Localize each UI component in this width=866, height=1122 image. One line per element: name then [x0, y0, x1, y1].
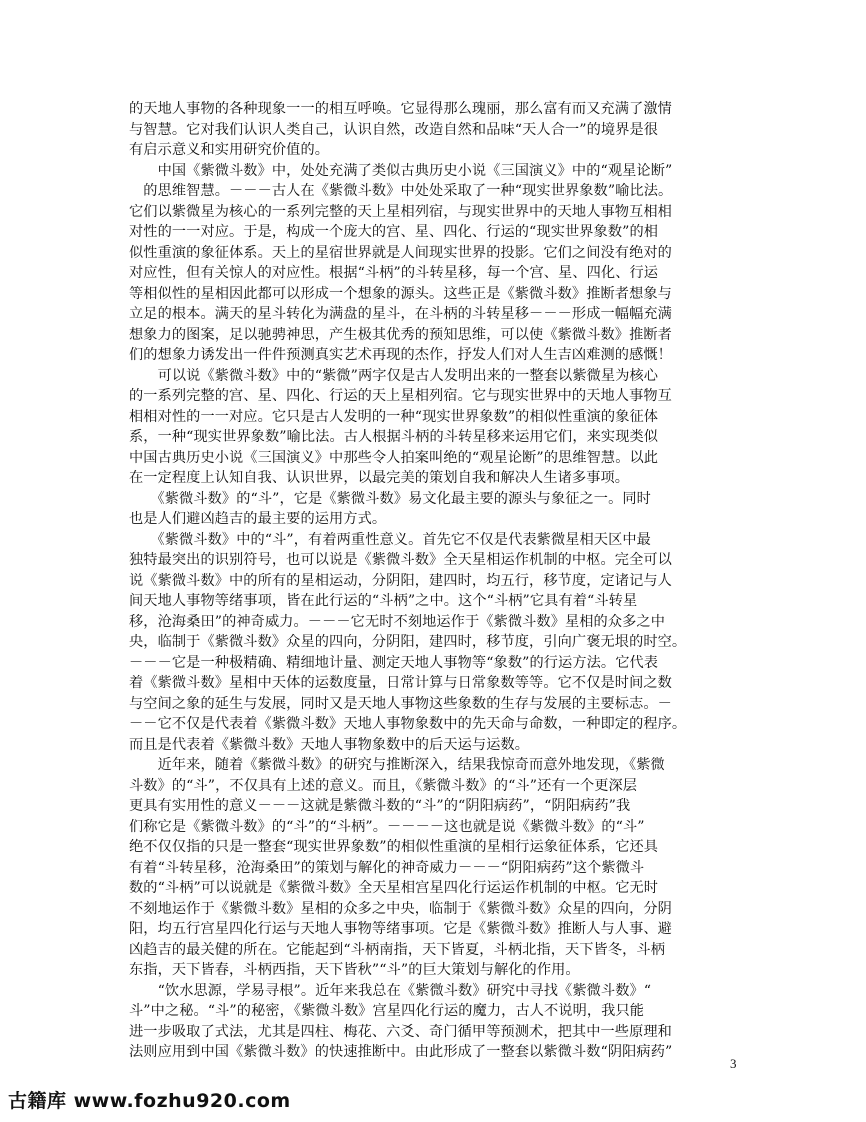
- text-line: 绝不仅仅指的只是一整套“现实世界象数”的相似性重演的星相行运象征体系，它还具: [129, 839, 659, 855]
- text-line: 想象力的图案，足以驰骋神思，产生极其优秀的预知思维，可以使《紫微斗数》推断者: [129, 326, 672, 343]
- text-line: 们称它是《紫微斗数》的“斗”的“斗柄”。－－－－这也就是说《紫微斗数》的“斗”: [129, 818, 645, 835]
- text-line: 间天地人事物等绪事项，皆在此行运的“斗柄”之中。这个“斗柄”它具有着“斗转星: [129, 593, 638, 609]
- text-line: 阳，均五行宫星四化行运与天地人事物等绪事项。它是《紫微斗数》推断人与人事、避: [129, 921, 672, 937]
- text-line: 说《紫微斗数》中的所有的星相运动，分阴阳，建四时，均五行，移节度，定诸记与人: [129, 572, 672, 589]
- text-line: 而且是代表着《紫微斗数》天地人事物象数中的后天运与运数。: [129, 736, 530, 753]
- text-line: 更具有实用性的意义－－－这就是紫微斗数的“斗”的“阴阳病药”，“阴阳病药”我: [129, 798, 631, 814]
- text-line: －－－它是一种极精确、精细地计量、测定天地人事物等“象数”的行运方法。它代表: [129, 654, 659, 671]
- text-line: 的天地人事物的各种现象一一的相互呼唤。它显得那么瑰丽，那么富有而又充满了激情: [129, 101, 672, 117]
- text-line: 中国《紫微斗数》中，处处充满了类似古典历史小说《三国演义》中的“观星论断”: [129, 162, 673, 179]
- text-line: 《紫微斗数》的“斗”，它是《紫微斗数》易文化最主要的源头与象征之一。同时: [129, 490, 651, 507]
- text-line: 不刻地运作于《紫微斗数》星相的众多之中央，临制于《紫微斗数》众星的四向，分阴: [129, 900, 672, 917]
- text-line: 可以说《紫微斗数》中的“紫微”两字仅是古人发明出来的一整套以紫微星为核心: [129, 367, 659, 384]
- text-line: 们的想象力诱发出一件件预测真实艺术再现的杰作，抒发人们对人生吉凶难测的感慨！: [129, 347, 672, 363]
- text-line: 进一步吸取了式法，尤其是四柱、梅花、六爻、奇门循甲等预测术，把其中一些原理和: [129, 1023, 672, 1040]
- text-line: 近年来，随着《紫微斗数》的研究与推断深入，结果我惊奇而意外地发现，《紫微: [129, 757, 665, 773]
- text-line: 凶趋吉的最关健的所在。它能起到“斗柄南指，天下皆夏，斗柄北指，天下皆冬，斗柄: [129, 941, 665, 958]
- text-line: 中国古典历史小说《三国演义》中那些令人拍案叫绝的“观星论断”的思维智慧。以此: [129, 449, 659, 466]
- text-line: 的一系列完整的宫、星、四化、行运的天上星相列宿。它与现实世界中的天地人事物互: [129, 388, 672, 404]
- text-line: 独特最突出的识别符号，也可以说是《紫微斗数》全天星相运作机制的中枢。完全可以: [129, 552, 672, 568]
- text-line: 的思维智慧。－－－古人在《紫微斗数》中处处采取了一种“现实世界象数”喻比法。: [129, 183, 673, 199]
- page-number: 3: [730, 1056, 737, 1071]
- text-line: 斗数》的“斗”，不仅具有上述的意义。而且，《紫微斗数》的“斗”还有一个更深层: [129, 777, 638, 794]
- site-watermark: 古籍库 www.fozhu920.com: [8, 1090, 291, 1112]
- text-line: 与智慧。它对我们认识人类自己，认识自然，改造自然和品味“天人合一”的境界是很: [129, 121, 659, 138]
- text-line: 对应性，但有关惊人的对应性。根据“斗柄”的斗转星移，每一个宫、星、四化、行运: [129, 265, 659, 281]
- text-line: 移，沧海桑田”的神奇威力。－－－它无时不刻地运作于《紫微斗数》星相的众多之中: [129, 613, 665, 630]
- text-line: 在一定程度上认知自我、认识世界，以最完美的策划自我和解决人生诸多事项。: [129, 470, 630, 486]
- text-line: 有启示意义和实用研究价值的。: [129, 142, 330, 158]
- text-line: 央，临制于《紫微斗数》众星的四向，分阴阳，建四时，移节度，引向广褒无垠的时空。: [129, 634, 687, 650]
- text-line: 等相似性的星相因此都可以形成一个想象的源头。这些正是《紫微斗数》推断者想象与: [129, 285, 672, 302]
- text-line: －－它不仅是代表着《紫微斗数》天地人事物象数中的先天命与命数，一种即定的程序。: [129, 716, 687, 732]
- text-line: 数的“斗柄”可以说就是《紫微斗数》全天星相宫星四化行运运作机制的中枢。它无时: [129, 880, 659, 896]
- text-line: 东指，天下皆春，斗柄西指，天下皆秋”“斗”的巨大策划与解化的作用。: [129, 962, 580, 978]
- text-line: 斗”中之秘。“斗”的秘密，《紫微斗数》宫星四化行运的魔力，古人不说明，我只能: [129, 1003, 645, 1019]
- text-line: 与空间之象的延生与发展，同时又是天地人事物这些象数的生存与发展的主要标志。－: [129, 695, 672, 712]
- text-line: 相相对性的一一对应。它只是古人发明的一种“现实世界象数”的相似性重演的象征体: [129, 408, 659, 425]
- text-line: 它们以紫微星为核心的一系列完整的天上星相列宿，与现实世界中的天地人事物互相相: [129, 203, 672, 220]
- text-line: 《紫微斗数》中的“斗”，有着两重性意义。首先它不仅是代表紫微星相天区中最: [129, 531, 651, 548]
- text-line: 法则应用到中国《紫微斗数》的快速推断中。由此形成了一整套以紫微斗数“阴阳病药”: [129, 1044, 673, 1060]
- text-line: 立足的根本。满天的星斗转化为满盘的星斗，在斗柄的斗转星移－－－形成一幅幅充满: [129, 306, 672, 322]
- body-text: [129, 99, 699, 1063]
- text-line: 似性重演的象征体系。天上的星宿世界就是人间现实世界的投影。它们之间没有绝对的: [129, 244, 672, 261]
- text-line: 系，一种“现实世界象数”喻比法。古人根据斗柄的斗转星移来运用它们，来实现类似: [129, 429, 659, 445]
- text-line: 也是人们避凶趋吉的最主要的运用方式。: [129, 511, 387, 527]
- text-line: 有着“斗转星移，沧海桑田”的策划与解化的神奇威力－－－“阴阳病药”这个紫微斗: [129, 859, 645, 876]
- text-line: “饮水思源，学易寻根”。近年来我总在《紫微斗数》研究中寻找《紫微斗数》“: [129, 982, 652, 999]
- text-line: 着《紫微斗数》星相中天体的运数度量，日常计算与日常象数等等。它不仅是时间之数: [129, 675, 672, 691]
- text-line: 对性的一一对应。于是，构成一个庞大的宫、星、四化、行运的“现实世界象数”的相: [129, 224, 659, 240]
